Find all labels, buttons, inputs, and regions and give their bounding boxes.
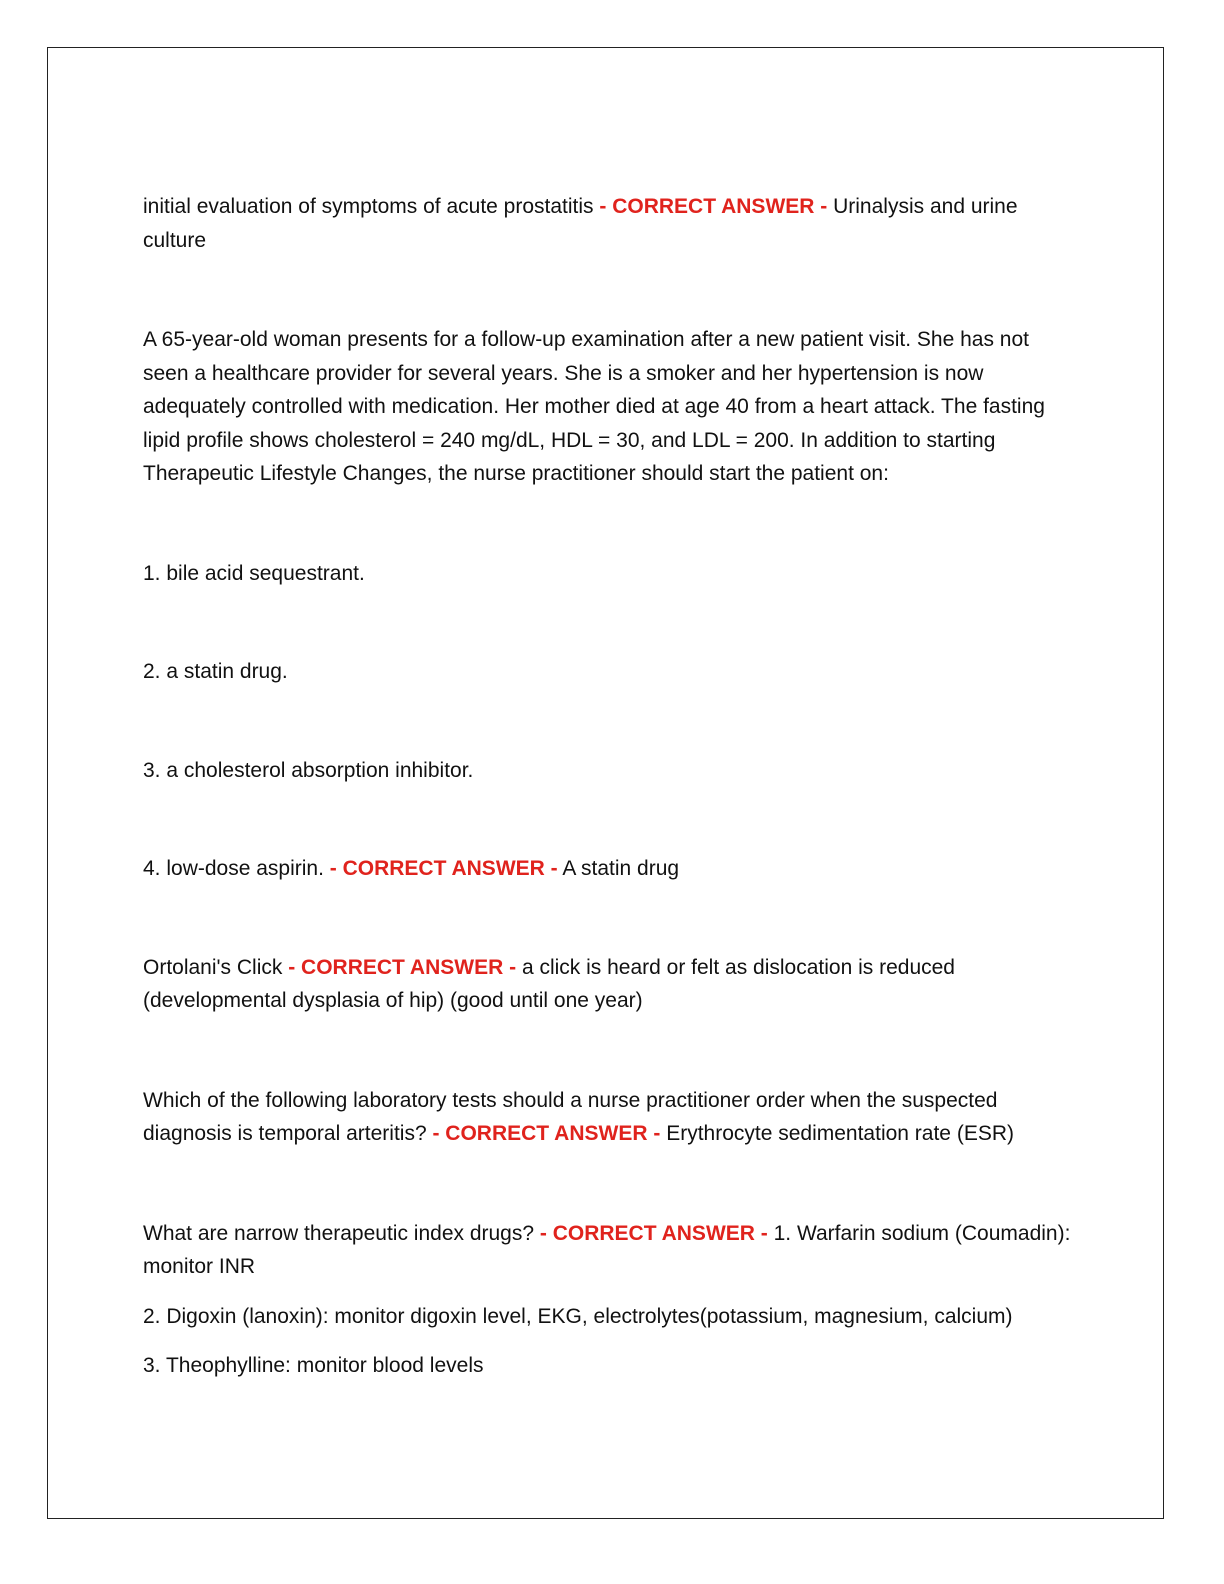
- answer-line-theophylline: 3. Theophylline: monitor blood levels: [143, 1354, 484, 1377]
- qa-item-narrow-therapeutic: [143, 1217, 1078, 1284]
- correct-answer-marker: - CORRECT ANSWER -: [288, 955, 517, 979]
- answer-text: Urinalysis and urine culture: [143, 195, 1018, 252]
- question-text: initial evaluation of symptoms of acute prostatitis: [143, 195, 594, 218]
- question-stem-lipids: A 65-year-old woman presents for a follow-up examination after a new patient visit. She has not seen a healthcare provider for several years. She is a smoker and her hypertension is now adequately controlled with medication. Her mother died at age 40 from a heart attack. The fasting lipid profile shows cholesterol = 240 mg/dL, HDL = 30, and LDL = 200. In addition to starting Therapeutic Lifestyle Changes, the nurse practitioner should start the patient on:: [143, 328, 1045, 485]
- answer-text: Erythrocyte sedimentation rate (ESR): [666, 1122, 1014, 1145]
- question-text: Ortolani's Click: [143, 955, 283, 979]
- correct-answer-marker: - CORRECT ANSWER -: [432, 1122, 661, 1145]
- correct-answer-marker: - CORRECT ANSWER -: [599, 195, 828, 218]
- option-text: 4. low-dose aspirin.: [143, 857, 324, 880]
- question-text: What are narrow therapeutic index drugs?: [143, 1221, 535, 1245]
- qa-item-ortolani: [143, 951, 1078, 1018]
- question-text: Which of the following laboratory tests should a nurse practitioner order when the suspected diagnosis is temporal arteritis?: [143, 1088, 998, 1145]
- qa-item-prostatitis: [143, 190, 1078, 257]
- answer-text: a click is heard or felt as dislocation is reduced (developmental dysplasia of hip) (good until one year): [143, 955, 955, 1012]
- option-4-with-answer: [143, 852, 1078, 886]
- answer-line-digoxin: 2. Digoxin (lanoxin): monitor digoxin level, EKG, electrolytes(potassium, magnesium, calcium): [143, 1304, 1013, 1328]
- option-3: 3. a cholesterol absorption inhibitor.: [143, 758, 474, 782]
- qa-item-temporal-arteritis: [143, 1084, 1078, 1151]
- correct-answer-marker: - CORRECT ANSWER -: [329, 857, 558, 880]
- answer-text: 1. Warfarin sodium (Coumadin): monitor INR: [143, 1221, 1071, 1278]
- option-2: 2. a statin drug.: [143, 660, 288, 683]
- answer-text: A statin drug: [562, 857, 680, 880]
- option-1: 1. bile acid sequestrant.: [143, 561, 365, 585]
- document-body: [143, 190, 1078, 1383]
- correct-answer-marker: - CORRECT ANSWER -: [539, 1221, 768, 1245]
